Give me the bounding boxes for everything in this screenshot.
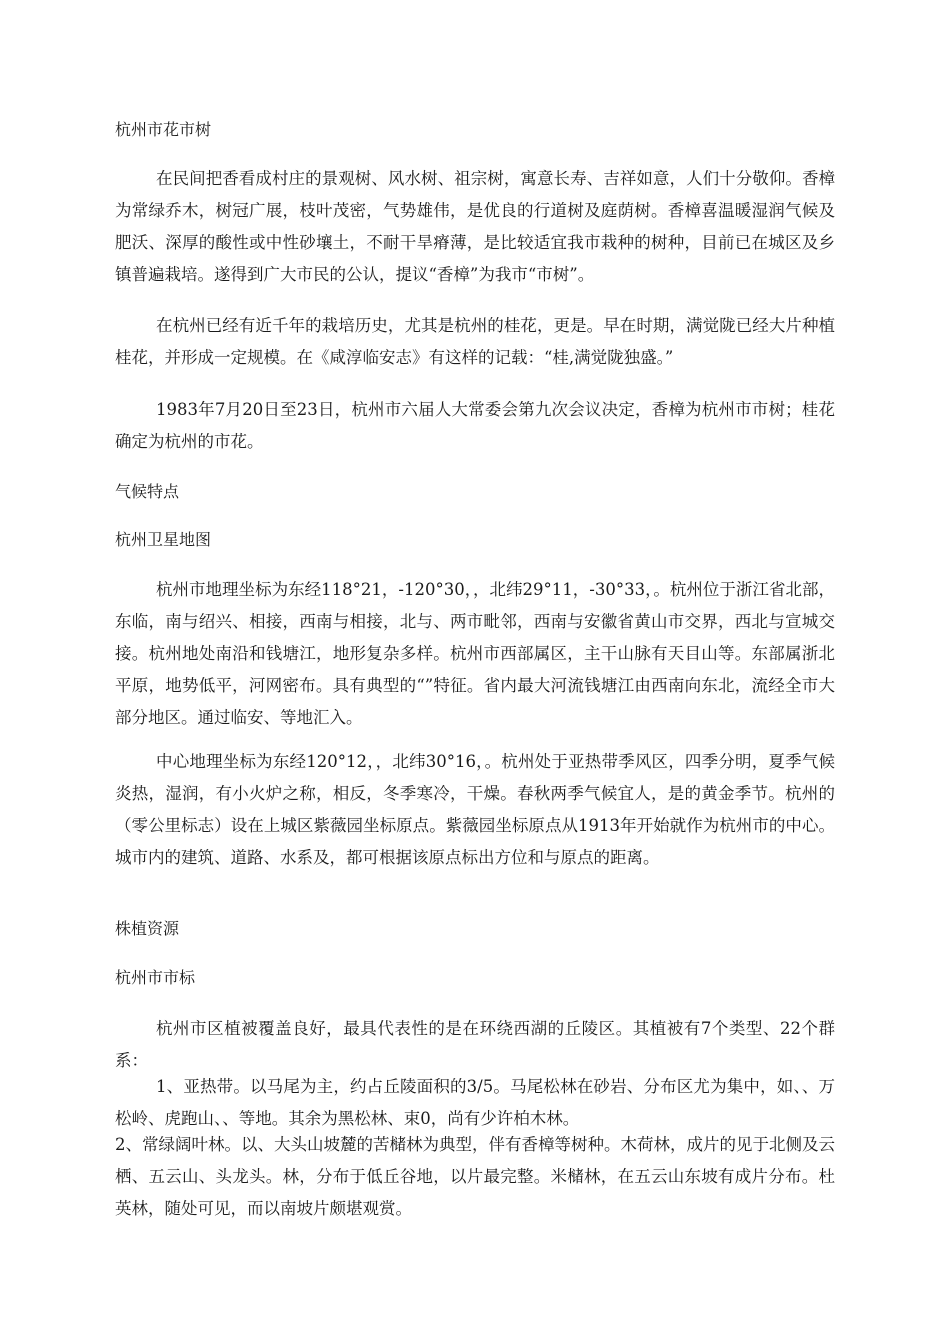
heading-city-emblem: 杭州市市标 [115, 968, 196, 987]
heading-city-flower-tree: 杭州市花市树 [115, 120, 212, 139]
heading-climate: 气候特点 [115, 482, 180, 501]
paragraph-evergreen-forest: 2、常绿阔叶林。以、大头山坡麓的苦槠林为典型，伴有香樟等树种。木荷林，成片的见于北侧及云栖、五云山、头龙头。林，分布于低丘谷地，以片最完整。米槠林，在五云山东坡有成片分布。杜英林，随处可见，而以南坡片颇堪观赏。 [115, 1135, 835, 1218]
paragraph-osmanthus: 在杭州已经有近千年的栽培历史，尤其是杭州的桂花，更是。早在时期，满觉陇已经大片种植桂花，并形成一定规模。在《咸淳临安志》有这样的记载：“桂,满觉陇独盛。” [115, 316, 835, 367]
heading-plant-resources: 株植资源 [115, 919, 180, 938]
paragraph-geography: 杭州市地理坐标为东经118°21，-120°30，，北纬29°11，-30°33，。杭州位于浙江省北部，东临，南与绍兴、相接，西南与相接，北与、两市毗邻，西南与安徽省黄山市交界，西北与宣城交接。杭州地处南沿和钱塘江，地形复杂多样。杭州市西部属区，主干山脉有天目山等。东部属浙北平原，地势低平，河网密布。具有典型的“”特征。省内最大河流钱塘江由西南向东北，流经全市大部分地区。通过临安、等地汇入。 [115, 580, 835, 727]
paragraph-1983-decision: 1983年7月20日至23日，杭州市六届人大常委会第九次会议决定，香樟为杭州市市树；桂花确定为杭州的市花。 [115, 400, 835, 451]
heading-satellite-map: 杭州卫星地图 [115, 530, 212, 549]
paragraph-climate-zone: 中心地理坐标为东经120°12，，北纬30°16，。杭州处于亚热带季风区，四季分明，夏季气候炎热，湿润，有小火炉之称，相反，冬季寒冷，干燥。春秋两季气候宜人，是的黄金季节。杭州的（零公里标志）设在上城区紫薇园坐标原点。紫薇园坐标原点从1913年开始就作为杭州市的中心。城市内的建筑、道路、水系及，都可根据该原点标出方位和与原点的距离。 [115, 752, 835, 867]
paragraph-vegetation: 杭州市区植被覆盖良好，最具代表性的是在环绕西湖的丘陵区。其植被有7个类型、22个群系： [115, 1019, 835, 1070]
paragraph-subtropical: 1、亚热带。以马尾为主，约占丘陵面积的3/5。马尾松林在砂岩、分布区尤为集中，如、、万松岭、虎跑山、、等地。其余为黑松林、束0，尚有少许柏木林。 [115, 1077, 835, 1128]
paragraph-camphor-tree: 在民间把香看成村庄的景观树、风水树、祖宗树，寓意长寿、吉祥如意，人们十分敬仰。香樟为常绿乔木，树冠广展，枝叶茂密，气势雄伟，是优良的行道树及庭荫树。香樟喜温暖湿润气候及肥沃、深厚的酸性或中性砂壤土，不耐干旱瘠薄，是比较适宜我市栽种的树种，目前已在城区及乡镇普遍栽培。遂得到广大市民的公认，提议“香樟”为我市“市树”。 [115, 169, 835, 284]
